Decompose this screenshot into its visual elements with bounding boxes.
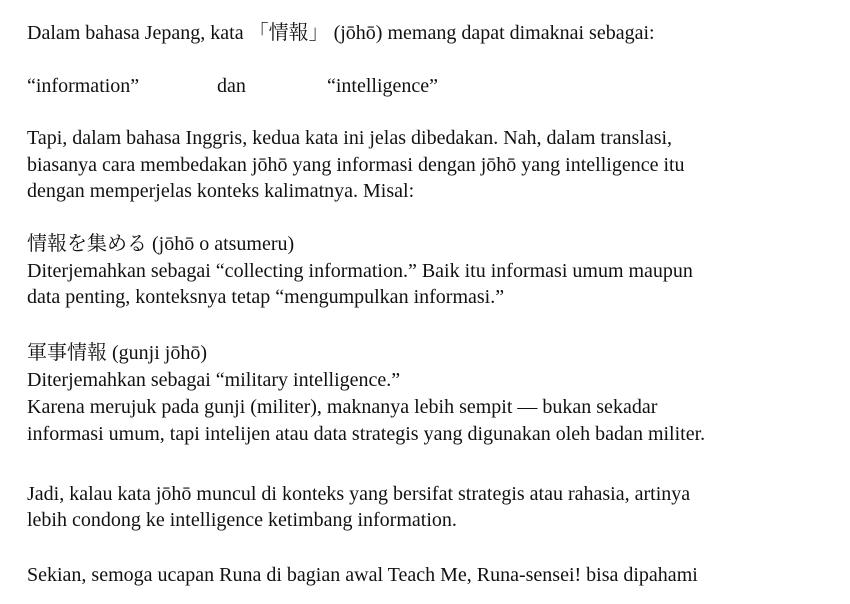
paragraph-line: Diterjemahkan sebagai “military intelligence.”	[27, 369, 401, 391]
example-heading: 軍事情報 (gunji jōhō)	[27, 342, 207, 364]
example-heading: 情報を集める (jōhō o atsumeru)	[27, 233, 295, 255]
paragraph-line: data penting, konteksnya tetap “mengumpulkan informasi.”	[27, 286, 505, 308]
terms-line	[27, 73, 438, 99]
term-conjunction: dan	[217, 75, 246, 97]
paragraph-line: lebih condong ke intelligence ketimbang information.	[27, 509, 457, 531]
paragraph-line: dengan memperjelas konteks kalimatnya. Misal:	[27, 180, 415, 202]
paragraph-line: informasi umum, tapi intelijen atau data strategis yang digunakan oleh badan militer.	[27, 423, 706, 445]
paragraph-line: Jadi, kalau kata jōhō muncul di konteks yang bersifat strategis atau rahasia, artinya	[27, 483, 691, 505]
paragraph-line: Karena merujuk pada gunji (militer), maknanya lebih sempit — bukan sekadar	[27, 396, 658, 418]
term-intelligence: “intelligence”	[327, 75, 439, 97]
paragraph-line: Diterjemahkan sebagai “collecting information.” Baik itu informasi umum maupun	[27, 260, 693, 282]
intro-text: Dalam bahasa Jepang, kata 「情報」 (jōhō) memang dapat dimaknai sebagai:	[27, 22, 655, 44]
paragraph-line: biasanya cara membedakan jōhō yang informasi dengan jōhō yang intelligence itu	[27, 154, 685, 176]
closing-text: Sekian, semoga ucapan Runa di bagian awal Teach Me, Runa-sensei! bisa dipahami	[27, 564, 698, 586]
term-information: “information”	[27, 75, 140, 97]
paragraph-line: Tapi, dalam bahasa Inggris, kedua kata ini jelas dibedakan. Nah, dalam translasi,	[27, 127, 673, 149]
